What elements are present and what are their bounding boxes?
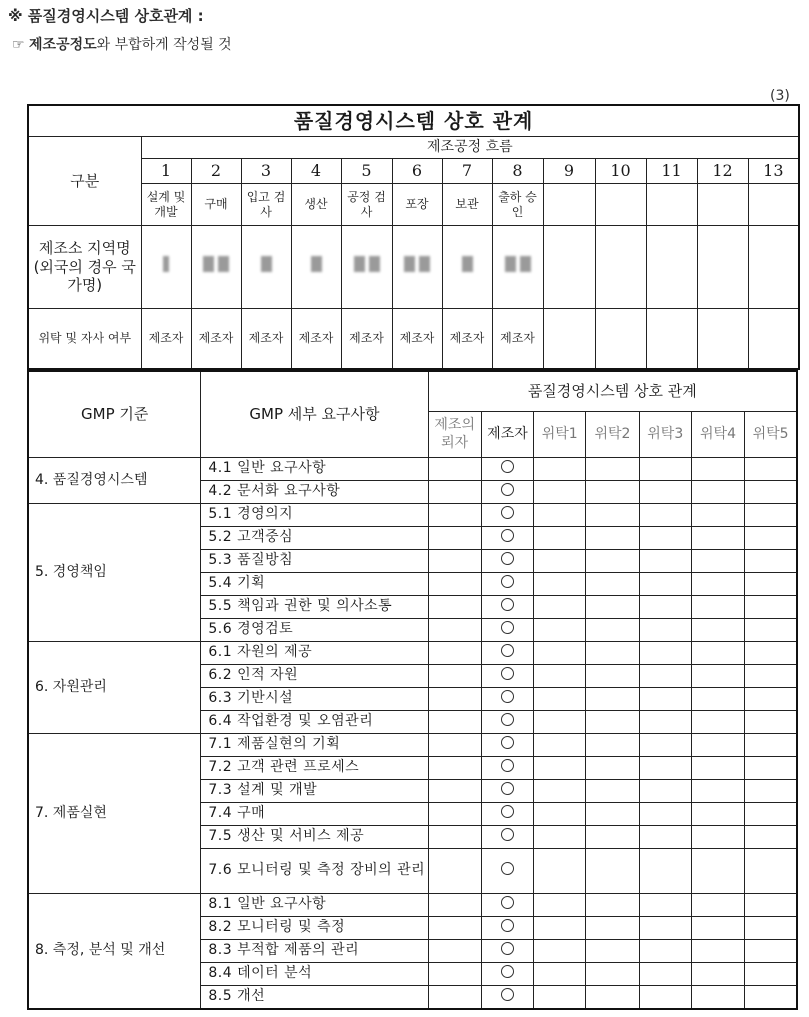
gmp-requirement: 4.2 문서화 요구사항 [201,481,428,504]
step-number: 7 [442,159,492,184]
circle-mark-icon [501,782,514,795]
empty-cell [586,665,639,688]
empty-cell [428,596,481,619]
empty-cell [691,963,744,986]
gmp-requirement: 4.1 일반 요구사항 [201,458,428,481]
circle-mark-icon [501,805,514,818]
step-name: 포장 [392,184,442,226]
step-name [697,184,748,226]
gmp-requirement: 7.2 고객 관련 프로세스 [201,757,428,780]
table-row [28,458,797,481]
gmp-section: 7. 제품실현 [28,734,201,894]
empty-cell [646,309,697,370]
empty-cell [745,849,797,894]
empty-cell [428,619,481,642]
empty-cell [745,550,797,573]
section-note-title: ※ 품질경영시스템 상호관계 : [8,7,204,25]
circle-mark-icon [501,862,514,875]
applicable-mark [481,642,533,665]
empty-cell [586,481,639,504]
step-number: 3 [241,159,291,184]
step-number: 1 [141,159,191,184]
empty-cell [639,573,691,596]
empty-cell [534,688,586,711]
empty-cell [745,642,797,665]
empty-cell [595,309,646,370]
empty-cell [534,550,586,573]
applicable-mark [481,481,533,504]
step-name [595,184,646,226]
empty-cell [534,894,586,917]
contract-type: 제조자 [442,309,492,370]
empty-cell [691,596,744,619]
step-number: 9 [543,159,595,184]
applicable-mark [481,963,533,986]
applicable-mark [481,894,533,917]
step-name: 구매 [191,184,241,226]
empty-cell [639,940,691,963]
step-number: 6 [392,159,442,184]
contract-type-label: 위탁 및 자사 여부 [28,309,141,370]
empty-cell [639,917,691,940]
empty-cell [534,665,586,688]
circle-mark-icon [501,690,514,703]
empty-cell [748,226,799,309]
step-number: 10 [595,159,646,184]
empty-cell [586,527,639,550]
empty-cell [534,780,586,803]
empty-cell [745,826,797,849]
contract-type: 제조자 [291,309,341,370]
gmp-requirement: 6.1 자원의 제공 [201,642,428,665]
circle-mark-icon [501,828,514,841]
empty-cell [745,688,797,711]
applicable-mark [481,550,533,573]
applicable-mark [481,849,533,894]
circle-mark-icon [501,942,514,955]
gmp-requirement: 5.5 책임과 권한 및 의사소통 [201,596,428,619]
empty-cell [639,986,691,1010]
empty-cell [534,504,586,527]
redacted-location [341,226,392,309]
applicable-mark [481,780,533,803]
empty-cell [586,917,639,940]
empty-cell [639,596,691,619]
applicable-mark [481,940,533,963]
empty-cell [639,481,691,504]
empty-cell [745,481,797,504]
column-header: 위탁1 [534,412,586,458]
location-label: 제조소 지역명 (외국의 경우 국가명) [28,226,141,309]
step-name: 설계 및 개발 [141,184,191,226]
empty-cell [428,940,481,963]
empty-cell [639,504,691,527]
redacted-location [141,226,191,309]
empty-cell [745,963,797,986]
circle-mark-icon [501,736,514,749]
gmp-section: 4. 품질경영시스템 [28,458,201,504]
empty-cell [534,940,586,963]
empty-cell [586,780,639,803]
gmp-section: 5. 경영책임 [28,504,201,642]
gmp-requirement-header: GMP 세부 요구사항 [201,371,428,458]
table-row [28,894,797,917]
empty-cell [586,826,639,849]
empty-cell [428,527,481,550]
empty-cell [586,849,639,894]
applicable-mark [481,734,533,757]
column-header: 위탁5 [745,412,797,458]
empty-cell [428,481,481,504]
applicable-mark [481,504,533,527]
empty-cell [745,458,797,481]
applicable-mark [481,803,533,826]
empty-cell [639,849,691,894]
gmp-requirement: 7.3 설계 및 개발 [201,780,428,803]
gmp-requirement: 8.2 모니터링 및 측정 [201,917,428,940]
empty-cell [534,826,586,849]
empty-cell [428,803,481,826]
empty-cell [534,619,586,642]
empty-cell [428,688,481,711]
gmp-requirement: 5.3 품질방침 [201,550,428,573]
empty-cell [534,917,586,940]
empty-cell [586,803,639,826]
circle-mark-icon [501,667,514,680]
circle-mark-icon [501,965,514,978]
applicable-mark [481,527,533,550]
step-name: 공정 검사 [341,184,392,226]
empty-cell [745,757,797,780]
empty-cell [691,665,744,688]
empty-cell [534,849,586,894]
applicable-mark [481,757,533,780]
column-header: 위탁4 [691,412,744,458]
circle-mark-icon [501,598,514,611]
empty-cell [745,573,797,596]
gmp-requirement: 8.4 데이터 분석 [201,963,428,986]
circle-mark-icon [501,988,514,1001]
step-name [543,184,595,226]
page-number: (3) [770,88,790,104]
empty-cell [745,940,797,963]
empty-cell [428,963,481,986]
gmp-requirement: 7.5 생산 및 서비스 제공 [201,826,428,849]
empty-cell [586,504,639,527]
empty-cell [586,734,639,757]
instruction-emphasis: 제조공정도 [29,37,97,53]
empty-cell [745,665,797,688]
empty-cell [639,642,691,665]
empty-cell [745,894,797,917]
empty-cell [586,894,639,917]
gmp-requirement: 7.4 구매 [201,803,428,826]
empty-cell [639,757,691,780]
empty-cell [534,527,586,550]
table-row [28,734,797,757]
empty-cell [745,986,797,1010]
pointing-hand-icon: ☞ [12,37,25,53]
applicable-mark [481,917,533,940]
empty-cell [691,780,744,803]
step-name: 출하 승인 [492,184,543,226]
step-name: 보관 [442,184,492,226]
empty-cell [691,849,744,894]
empty-cell [639,527,691,550]
applicable-mark [481,826,533,849]
column-header: 위탁3 [639,412,691,458]
empty-cell [639,619,691,642]
empty-cell [428,504,481,527]
empty-cell [534,711,586,734]
empty-cell [586,550,639,573]
empty-cell [639,826,691,849]
empty-cell [748,309,799,370]
circle-mark-icon [501,644,514,657]
empty-cell [639,665,691,688]
column-header: 제조자 [481,412,533,458]
empty-cell [691,573,744,596]
empty-cell [639,550,691,573]
empty-cell [691,734,744,757]
empty-cell [691,688,744,711]
empty-cell [691,642,744,665]
gmp-requirement: 7.1 제품실현의 기획 [201,734,428,757]
step-name [748,184,799,226]
empty-cell [697,309,748,370]
empty-cell [639,711,691,734]
empty-cell [745,619,797,642]
empty-cell [639,734,691,757]
empty-cell [691,504,744,527]
step-number: 12 [697,159,748,184]
empty-cell [543,309,595,370]
empty-cell [534,481,586,504]
empty-cell [745,504,797,527]
empty-cell [691,894,744,917]
step-name [646,184,697,226]
empty-cell [428,734,481,757]
applicable-mark [481,711,533,734]
empty-cell [586,688,639,711]
step-number: 2 [191,159,241,184]
relation-header: 품질경영시스템 상호 관계 [428,371,797,412]
gmp-section: 8. 측정, 분석 및 개선 [28,894,201,1010]
table-row [28,642,797,665]
gmp-requirement: 5.4 기획 [201,573,428,596]
empty-cell [534,642,586,665]
step-number: 5 [341,159,392,184]
empty-cell [639,894,691,917]
category-header: 구분 [28,137,141,226]
contract-type: 제조자 [191,309,241,370]
empty-cell [586,757,639,780]
gmp-requirement: 6.3 기반시설 [201,688,428,711]
empty-cell [586,963,639,986]
empty-cell [428,665,481,688]
section-note-instruction [12,34,232,54]
empty-cell [534,458,586,481]
process-flow-header: 제조공정 흐름 [141,137,799,159]
gmp-requirement: 5.1 경영의지 [201,504,428,527]
empty-cell [534,573,586,596]
step-number: 13 [748,159,799,184]
empty-cell [543,226,595,309]
step-number: 11 [646,159,697,184]
empty-cell [534,803,586,826]
circle-mark-icon [501,506,514,519]
empty-cell [586,986,639,1010]
empty-cell [697,226,748,309]
empty-cell [428,458,481,481]
empty-cell [586,458,639,481]
circle-mark-icon [501,529,514,542]
redacted-location [392,226,442,309]
applicable-mark [481,619,533,642]
empty-cell [428,894,481,917]
gmp-requirement: 5.6 경영검토 [201,619,428,642]
step-name: 입고 검사 [241,184,291,226]
redacted-location [291,226,341,309]
empty-cell [691,826,744,849]
empty-cell [639,803,691,826]
empty-cell [428,550,481,573]
empty-cell [691,803,744,826]
contract-type: 제조자 [141,309,191,370]
applicable-mark [481,986,533,1010]
empty-cell [534,757,586,780]
circle-mark-icon [501,460,514,473]
gmp-requirement: 7.6 모니터링 및 측정 장비의 관리 [201,849,428,894]
empty-cell [428,917,481,940]
empty-cell [745,527,797,550]
gmp-requirement: 8.1 일반 요구사항 [201,894,428,917]
empty-cell [428,780,481,803]
empty-cell [745,780,797,803]
empty-cell [586,619,639,642]
gmp-standard-header: GMP 기준 [28,371,201,458]
empty-cell [691,619,744,642]
instruction-text: 와 부합하게 작성될 것 [96,37,232,53]
empty-cell [586,940,639,963]
gmp-section: 6. 자원관리 [28,642,201,734]
empty-cell [428,986,481,1010]
empty-cell [745,711,797,734]
empty-cell [428,573,481,596]
empty-cell [534,734,586,757]
gmp-requirement: 8.3 부적합 제품의 관리 [201,940,428,963]
circle-mark-icon [501,575,514,588]
empty-cell [691,550,744,573]
empty-cell [691,917,744,940]
empty-cell [691,481,744,504]
contract-type: 제조자 [241,309,291,370]
contract-type: 제조자 [492,309,543,370]
empty-cell [639,963,691,986]
table-row [28,504,797,527]
process-flow-table [27,104,800,370]
empty-cell [639,780,691,803]
empty-cell [428,711,481,734]
empty-cell [534,963,586,986]
applicable-mark [481,665,533,688]
gmp-requirement: 8.5 개선 [201,986,428,1010]
gmp-requirement: 5.2 고객중심 [201,527,428,550]
empty-cell [745,803,797,826]
empty-cell [745,596,797,619]
circle-mark-icon [501,552,514,565]
applicable-mark [481,688,533,711]
contract-type: 제조자 [341,309,392,370]
redacted-location [191,226,241,309]
circle-mark-icon [501,483,514,496]
empty-cell [428,642,481,665]
applicable-mark [481,573,533,596]
table-title: 품질경영시스템 상호 관계 [28,105,799,137]
empty-cell [691,711,744,734]
empty-cell [691,986,744,1010]
empty-cell [691,458,744,481]
empty-cell [428,826,481,849]
redacted-location [241,226,291,309]
empty-cell [586,711,639,734]
gmp-relation-table [27,370,798,1010]
empty-cell [586,642,639,665]
empty-cell [586,573,639,596]
circle-mark-icon [501,759,514,772]
empty-cell [691,940,744,963]
empty-cell [428,757,481,780]
empty-cell [691,757,744,780]
empty-cell [745,917,797,940]
gmp-requirement: 6.2 인적 자원 [201,665,428,688]
empty-cell [639,688,691,711]
circle-mark-icon [501,621,514,634]
circle-mark-icon [501,896,514,909]
applicable-mark [481,458,533,481]
step-number: 4 [291,159,341,184]
contract-type: 제조자 [392,309,442,370]
empty-cell [586,596,639,619]
step-name: 생산 [291,184,341,226]
redacted-location [492,226,543,309]
circle-mark-icon [501,919,514,932]
column-header: 위탁2 [586,412,639,458]
step-number: 8 [492,159,543,184]
applicable-mark [481,596,533,619]
redacted-location [442,226,492,309]
empty-cell [646,226,697,309]
empty-cell [534,596,586,619]
empty-cell [691,527,744,550]
column-header: 제조의뢰자 [428,412,481,458]
empty-cell [595,226,646,309]
empty-cell [639,458,691,481]
gmp-requirement: 6.4 작업환경 및 오염관리 [201,711,428,734]
empty-cell [428,849,481,894]
circle-mark-icon [501,713,514,726]
empty-cell [745,734,797,757]
empty-cell [534,986,586,1010]
